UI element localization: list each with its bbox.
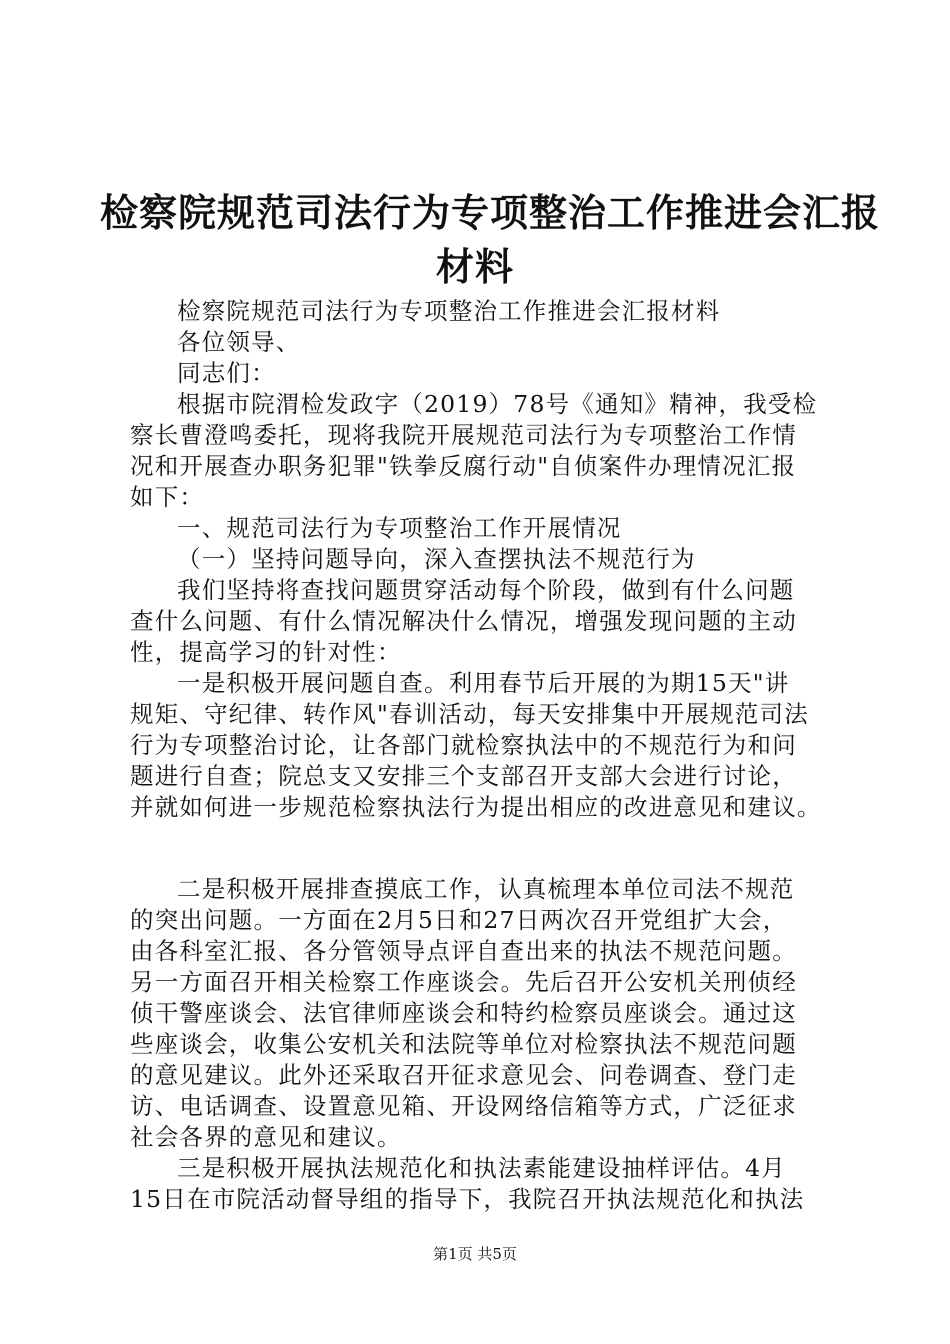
document-title-line-1: 检察院规范司法行为专项整治工作推进会汇报 <box>100 190 881 235</box>
document-body <box>130 296 850 1215</box>
document-title-line-2: 材料 <box>435 244 514 289</box>
body-line: 三是积极开展执法规范化和执法素能建设抽样评估。4月 <box>177 1154 786 1182</box>
body-line: 规矩、守纪律、转作风"春训活动，每天安排集中开展规范司法 <box>130 700 809 728</box>
body-line: 各位领导、 <box>177 328 301 356</box>
body-line: 另一方面召开相关检察工作座谈会。先后召开公安机关刑侦经 <box>130 968 797 996</box>
body-line: 的意见建议。此外还采取召开征求意见会、问卷调查、登门走 <box>130 1061 797 1089</box>
body-line: 二是积极开展排查摸底工作，认真梳理本单位司法不规范 <box>177 875 795 903</box>
body-line: 一是积极开展问题自查。利用春节后开展的为期15天"讲 <box>177 669 790 697</box>
body-line: 一、规范司法行为专项整治工作开展情况 <box>177 514 622 542</box>
body-line: 性，提高学习的针对性： <box>130 638 402 666</box>
body-line: 查什么问题、有什么情况解决什么情况，增强发现问题的主动 <box>130 607 797 635</box>
body-line: 行为专项整治讨论，让各部门就检察执法中的不规范行为和问 <box>130 731 797 759</box>
body-line: 的突出问题。一方面在2月5日和27日两次召开党组扩大会， <box>130 906 788 934</box>
body-line: 根据市院渭检发政字（2019）78号《通知》精神，我受检 <box>177 390 818 418</box>
paragraph-gap <box>130 823 850 854</box>
body-line: 检察院规范司法行为专项整治工作推进会汇报材料 <box>177 297 721 325</box>
body-line: 侦干警座谈会、法官律师座谈会和特约检察员座谈会。通过这 <box>130 999 797 1027</box>
body-line: 我们坚持将查找问题贯穿活动每个阶段，做到有什么问题 <box>177 576 795 604</box>
body-line: 访、电话调查、设置意见箱、开设网络信箱等方式，广泛征求 <box>130 1092 797 1120</box>
body-line: 题进行自查；院总支又安排三个支部召开支部大会进行讨论， <box>130 762 797 790</box>
page-footer: 第1页 共5页 <box>433 1245 517 1263</box>
body-line: 如下： <box>130 483 205 511</box>
body-line: 些座谈会，收集公安机关和法院等单位对检察执法不规范问题 <box>130 1030 797 1058</box>
body-line: 况和开展查办职务犯罪"铁拳反腐行动"自侦案件办理情况汇报 <box>130 452 797 480</box>
body-line: 同志们： <box>177 359 276 387</box>
body-line: 察长曹澄鸣委托，现将我院开展规范司法行为专项整治工作情 <box>130 421 797 449</box>
body-line: （一）坚持问题导向，深入查摆执法不规范行为 <box>177 545 696 573</box>
body-line: 15日在市院活动督导组的指导下，我院召开执法规范化和执法 <box>130 1185 805 1213</box>
body-line: 并就如何进一步规范检察执法行为提出相应的改进意见和建议。 <box>130 793 822 821</box>
body-line: 由各科室汇报、各分管领导点评自查出来的执法不规范问题。 <box>130 937 797 965</box>
body-line: 社会各界的意见和建议。 <box>130 1123 402 1151</box>
paragraph-gap <box>130 854 850 874</box>
